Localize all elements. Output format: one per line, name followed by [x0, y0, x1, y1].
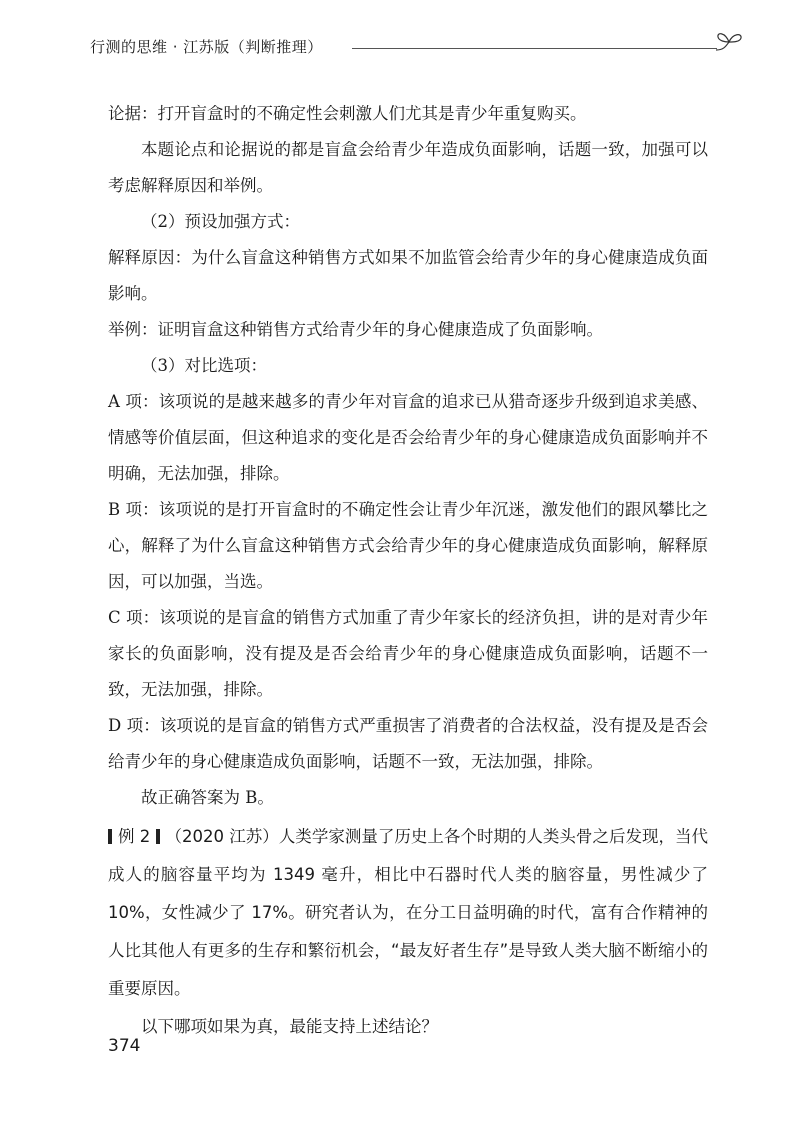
- main-text: [108, 96, 708, 1046]
- example-label: 例 2: [118, 827, 151, 846]
- paragraph-option-c: C 项：该项说的是盲盒的销售方式加重了青少年家长的经济负担，讲的是对青少年家长的负面影响，没有提及是否会给青少年的身心健康造成负面影响，话题不一致，无法加强，排除。: [108, 608, 708, 699]
- paragraph-example: 举例：证明盲盒这种销售方式给青少年的身心健康造成了负面影响。: [108, 320, 603, 339]
- paragraph-step-3: （3）对比选项：: [141, 356, 267, 375]
- example-text: （2020 江苏）人类学家测量了历史上各个时期的人类头骨之后发现，当代成人的脑容量平均为 1349 毫升，相比中石器时代人类的脑容量，男性减少了 10%，女性减少了 17%。研究者认为，在分工日益明确的时代，富有合作精神的人比其他人有更多的生存和繁衍机会，“最友好者生存”是导致人类大脑不断缩小的重要原因。: [108, 827, 708, 998]
- sprout-icon: [712, 28, 746, 56]
- running-title: 行测的思维 · 江苏版（判断推理）: [90, 38, 323, 56]
- header-rule: [352, 48, 717, 49]
- paragraph-step-2: （2）预设加强方式：: [141, 212, 300, 231]
- running-header: [90, 36, 730, 62]
- example-marker-right: [156, 829, 160, 844]
- page-number: 374: [108, 1036, 141, 1056]
- paragraph-option-a: A 项：该项说的是越来越多的青少年对盲盒的追求已从猎奇逐步升级到追求美感、情感等价值层面，但这种追求的变化是否会给青少年的身心健康造成负面影响并不明确，无法加强，排除。: [108, 392, 708, 483]
- example-question: 以下哪项如果为真，最能支持上述结论？: [141, 1017, 438, 1036]
- paragraph-answer: 故正确答案为 B。: [141, 788, 274, 807]
- paragraph-option-b: B 项：该项说的是打开盲盒时的不确定性会让青少年沉迷，激发他们的跟风攀比之心，解释了为什么盲盒这种销售方式会给青少年的身心健康造成负面影响，解释原因，可以加强，当选。: [108, 500, 708, 591]
- example-block: [108, 818, 708, 1008]
- paragraph-argument: 论据：打开盲盒时的不确定性会刺激人们尤其是青少年重复购买。: [108, 104, 587, 123]
- paragraph-topic-analysis: 本题论点和论据说的都是盲盒会给青少年造成负面影响，话题一致，加强可以考虑解释原因和举例。: [108, 140, 708, 195]
- paragraph-option-d: D 项：该项说的是盲盒的销售方式严重损害了消费者的合法权益，没有提及是否会给青少年的身心健康造成负面影响，话题不一致，无法加强，排除。: [108, 716, 708, 771]
- paragraph-explain-cause: 解释原因：为什么盲盒这种销售方式如果不加监管会给青少年的身心健康造成负面影响。: [108, 248, 708, 303]
